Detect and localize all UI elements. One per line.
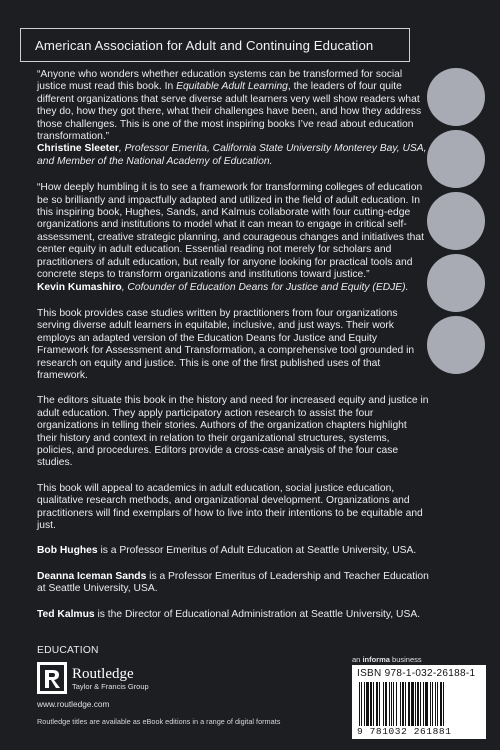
barcode-bar	[370, 682, 372, 726]
description-paragraph: This book provides case studies written by practitioners from four organizations serving diverse adult learners in equitable, inclusive, and just ways. Their work employs an adapted version of the Education Deans for Justice and Equity Framework for Assessment and Transformation, a comprehensive tool grounded in research on equity and justice. This is one of the first published uses of that framework.	[37, 307, 415, 381]
barcode-bar	[443, 682, 444, 726]
decorative-circle	[427, 68, 485, 126]
editor-name: Ted Kalmus	[37, 608, 95, 620]
editor-name: Deanna Iceman Sands	[37, 570, 147, 582]
quote-attribution	[37, 282, 429, 294]
barcode-bar	[402, 682, 404, 726]
series-name: American Association for Adult and Continuing Education	[35, 37, 374, 53]
editor-name: Bob Hughes	[37, 545, 98, 557]
barcode-bar	[420, 682, 421, 726]
isbn-barcode	[352, 665, 486, 739]
barcode-bar	[379, 682, 380, 726]
editor-bio-text: is a Professor Emeritus of Leadership and Teacher Education at Seattle University, USA.	[37, 570, 429, 595]
barcode-bar	[383, 682, 384, 726]
editor-bio	[37, 545, 429, 557]
barcode-bar	[415, 682, 416, 726]
publisher-logo	[37, 662, 149, 694]
barcode-bar	[432, 682, 433, 726]
barcode-bar	[430, 682, 431, 726]
barcode-bar	[396, 682, 397, 726]
quote-affiliation: , Cofounder of Education Deans for Justice and Equity (EDJE).	[121, 281, 409, 293]
barcode-bar	[435, 682, 436, 726]
publisher-website: www.routledge.com	[37, 699, 110, 709]
description-paragraph: The editors situate this book in the history and need for increased equity and justice in adult education. They apply participatory action research to assist the four organizations in telling their stories. Authors of the organization chapters highlight their history and context in relation to their organizational structures, systems, policies, and procedures. Editors provide a cross-case analysis of the four case studies.	[37, 395, 429, 469]
quote-affiliation: , Professor Emerita, California State University Monterey Bay, USA, and Member of the National Academy of Education.	[37, 143, 427, 167]
informa-prefix: an	[352, 655, 363, 664]
series-banner	[20, 28, 410, 62]
editor-bio-text: is the Director of Educational Administration at Seattle University, USA.	[94, 608, 421, 620]
quote-text: “Anyone who wonders whether education systems can be transformed for social justice must read this book. In	[37, 69, 403, 93]
publisher-wordmark	[72, 666, 149, 691]
barcode-bar	[373, 682, 374, 726]
decorative-circle	[427, 316, 485, 374]
endorsement-quote	[37, 69, 429, 168]
informa-business-label	[352, 655, 422, 664]
description-paragraph: This book will appeal to academics in adult education, social justice education, qualitative research methods, and organizational development. Organizations and practitioners will find exemplars of how to live into their intentions to be equitable and just.	[37, 482, 423, 531]
barcode-bar	[364, 682, 365, 726]
barcode-bar	[400, 682, 401, 726]
routledge-logo-icon	[37, 662, 67, 694]
back-cover-text	[37, 69, 429, 634]
barcode-bar	[437, 682, 438, 726]
barcode-digits: 9 781032 261881	[357, 726, 452, 737]
ebook-note: Routledge titles are available as eBook editions in a range of digital formats	[37, 717, 281, 726]
editor-bio	[37, 609, 429, 621]
barcode-bar	[385, 682, 387, 726]
barcode-bar	[405, 682, 406, 726]
endorsement-quote	[37, 182, 429, 294]
barcode-bar	[423, 682, 424, 726]
barcode-bar	[411, 682, 414, 726]
subject-category: EDUCATION	[37, 645, 99, 656]
barcode-bars	[357, 682, 481, 726]
barcode-bar	[391, 682, 392, 726]
barcode-bar	[389, 682, 390, 726]
decorative-circle	[427, 130, 485, 188]
informa-brand: informa	[362, 655, 390, 664]
quote-attribution	[37, 143, 429, 168]
book-title-italic: Equitable Adult Learning	[176, 81, 288, 93]
editor-bio	[37, 571, 429, 596]
barcode-bar	[366, 682, 369, 726]
publisher-name: Routledge	[72, 665, 134, 682]
isbn-label: ISBN 978-1-032-26188-1	[357, 668, 476, 679]
barcode-bar	[440, 682, 442, 726]
barcode-bar	[361, 682, 362, 726]
barcode-bar	[425, 682, 428, 726]
quote-text-cont: , the leaders of four quite different organizations that serve diverse adult learners very well show readers what they do, how they got there, what their challenges have been, and how they address those challenges. This is one of the most inspiring books I’ve read about education transformation.”	[37, 81, 422, 143]
barcode-bar	[359, 682, 360, 726]
decorative-circle	[427, 192, 485, 250]
quote-author: Christine Sleeter	[37, 143, 119, 155]
publisher-group: Taylor & Francis Group	[72, 681, 149, 691]
barcode-bar	[393, 682, 394, 726]
barcode-bar	[376, 682, 378, 726]
informa-suffix: business	[389, 655, 422, 664]
barcode-bar	[417, 682, 419, 726]
barcode-bar	[408, 682, 410, 726]
editor-bio-text: is a Professor Emeritus of Adult Education at Seattle University, USA.	[97, 545, 417, 557]
decorative-circle	[427, 254, 485, 312]
quote-text: “How deeply humbling it is to see a framework for transforming colleges of education be so brilliantly and impactfully adapted and utilized in the field of adult education. In this inspiring book, Hughes, Sands, and Kalmus collaborate with four cutting-edge organizations and institutions to model what it can mean to engage in critical self-assessment, creative strategic planning, and courageous changes and initiatives that center equity in adult education. Essential reading not merely for scholars and practitioners of adult education, but really for anyone looking for practical tools and concrete steps to transform organizations and institutions toward justice.”	[37, 182, 424, 281]
quote-author: Kevin Kumashiro	[37, 281, 122, 293]
